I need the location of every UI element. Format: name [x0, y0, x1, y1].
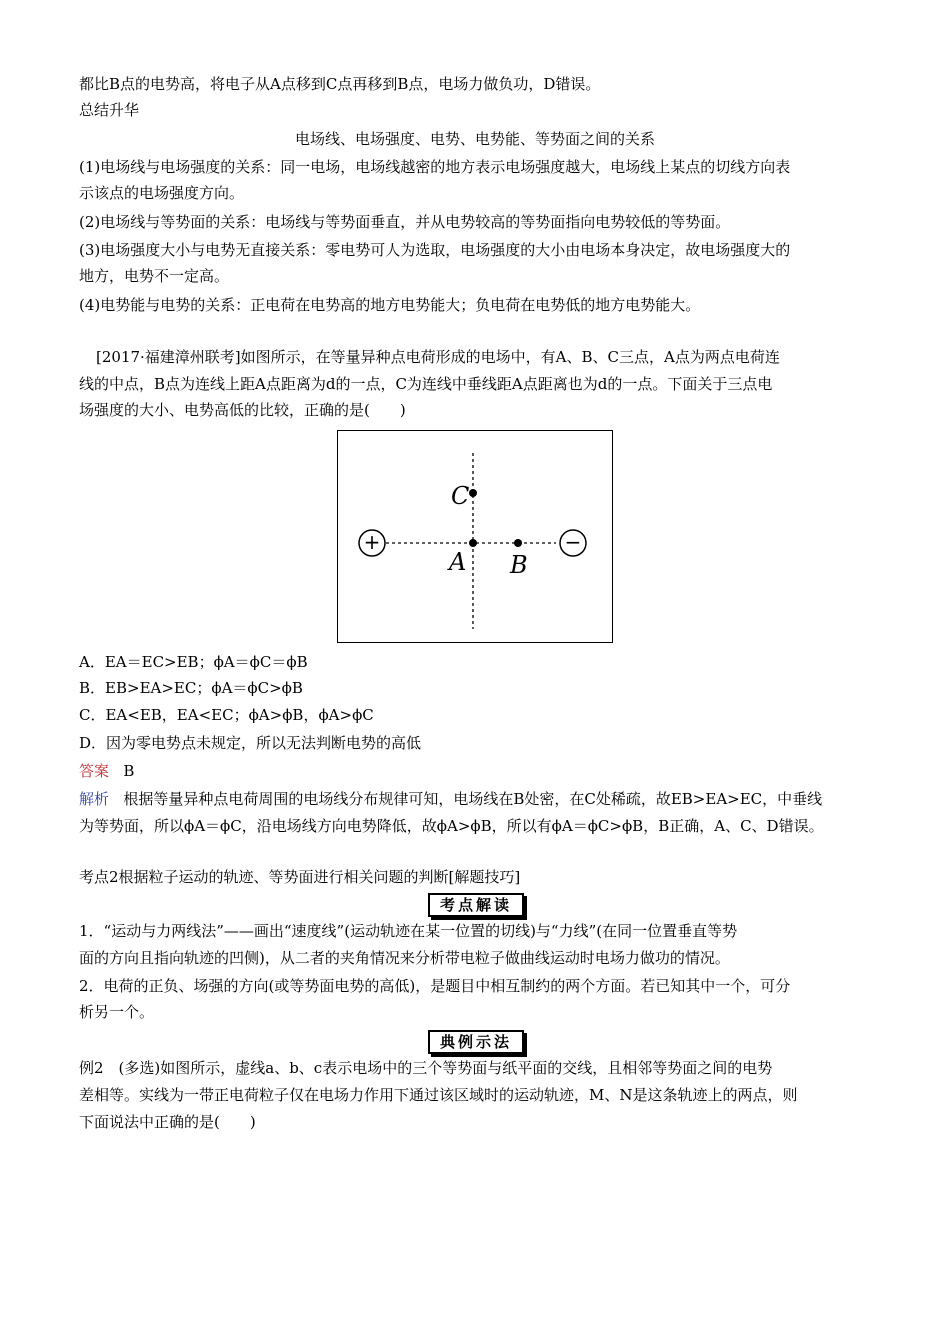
answer-label: 答案: [79, 762, 110, 780]
option-a: A．EA＝EC>EB；ϕA＝ϕC＝ϕB: [79, 653, 308, 671]
analysis-label: 解析: [79, 790, 110, 808]
section-heading-kp2: 考点2根据粒子运动的轨迹、等势面进行相关问题的判断[解题技巧]: [79, 868, 521, 886]
summary-point-3a: (3)电场强度大小与电势无直接关系：零电势可人为选取，电场强度的大小由电场本身决定，故电场强度大的: [79, 241, 791, 259]
summary-point-2: (2)电场线与等势面的关系：电场线与等势面垂直，并从电势较高的等势面指向电势较低的等势面。: [79, 213, 731, 231]
answer-value: B: [123, 762, 135, 780]
option-b: B．EB>EA>EC；ϕA＝ϕC>ϕB: [79, 679, 303, 697]
point-a-label: A: [449, 548, 467, 576]
example-line-1: 例2 (多选)如图所示，虚线a、b、c表示电场中的三个等势面与纸平面的交线，且相邻等势面之间的电势: [79, 1059, 773, 1077]
reading-2b: 析另一个。: [79, 1003, 155, 1021]
plus-sign: +: [363, 530, 381, 554]
answer-line: [79, 761, 879, 781]
option-c: C．EA<EB，EA<EC；ϕA>ϕB，ϕA>ϕC: [79, 706, 374, 724]
charge-field-figure: [337, 430, 613, 643]
point-c-dot: [469, 489, 477, 497]
reading-1a: 1．“运动与力两线法”——画出“速度线”(运动轨迹在某一位置的切线)与“力线”(在同一位置垂直等势: [79, 922, 738, 940]
example-line-3: 下面说法中正确的是( ): [79, 1113, 256, 1131]
reading-2a: 2．电荷的正负、场强的方向(或等势面电势的高低)，是题目中相互制约的两个方面。若已知其中一个，可分: [79, 977, 791, 995]
analysis-text-1: 根据等量异种点电荷周围的电场线分布规律可知，电场线在B处密，在C处稀疏，故EB>EA>EC，中垂线: [123, 790, 823, 808]
point-c-label: C: [451, 482, 470, 510]
summary-title: 电场线、电场强度、电势、电势能、等势面之间的关系: [294, 130, 655, 148]
example-line-2: 差相等。实线为一带正电荷粒子仅在电场力作用下通过该区域时的运动轨迹，M、N是这条轨迹上的两点，则: [79, 1086, 798, 1104]
analysis-line-1: [79, 789, 879, 809]
point-b-dot: [514, 539, 522, 547]
option-d: D．因为零电势点未规定，所以无法判断电势的高低: [79, 734, 422, 752]
summary-point-1b: 示该点的电场强度方向。: [79, 184, 245, 202]
box-label-kaodian: 考点解读: [428, 893, 524, 917]
point-a-dot: [469, 539, 477, 547]
summary-point-4: (4)电势能与电势的关系：正电荷在电势高的地方电势能大；负电荷在电势低的地方电势能大。: [79, 296, 701, 314]
reading-1b: 面的方向且指向轨迹的凹侧)，从二者的夹角情况来分析带电粒子做曲线运动时电场力做功的情况。: [79, 949, 730, 967]
continuation-line: 都比B点的电势高，将电子从A点移到C点再移到B点，电场力做负功，D错误。: [79, 75, 601, 93]
question-line-3: 场强度的大小、电势高低的比较，正确的是( ): [79, 401, 406, 419]
summary-point-3b: 地方，电势不一定高。: [79, 267, 230, 285]
summary-heading: 总结升华: [79, 101, 140, 119]
point-b-label: B: [510, 551, 528, 579]
analysis-line-2: 为等势面，所以ϕA＝ϕC，沿电场线方向电势降低，故ϕA>ϕB，所以有ϕA＝ϕC>ϕB，B正确，A、C、D错误。: [79, 817, 824, 835]
summary-point-1a: (1)电场线与电场强度的关系：同一电场，电场线越密的地方表示电场强度越大，电场线上某点的切线方向表: [79, 158, 791, 176]
figure-drawing: [338, 431, 611, 641]
question-line-1: [2017·福建漳州联考]如图所示，在等量异种点电荷形成的电场中，有A、B、C三点，A点为两点电荷连: [96, 348, 780, 366]
minus-sign: −: [564, 530, 582, 554]
box-label-dianli: 典例示法: [428, 1030, 524, 1054]
question-line-2: 线的中点，B点为连线上距A点距离为d的一点，C为连线中垂线距A点距离也为d的一点。下面关于三点电: [79, 375, 773, 393]
